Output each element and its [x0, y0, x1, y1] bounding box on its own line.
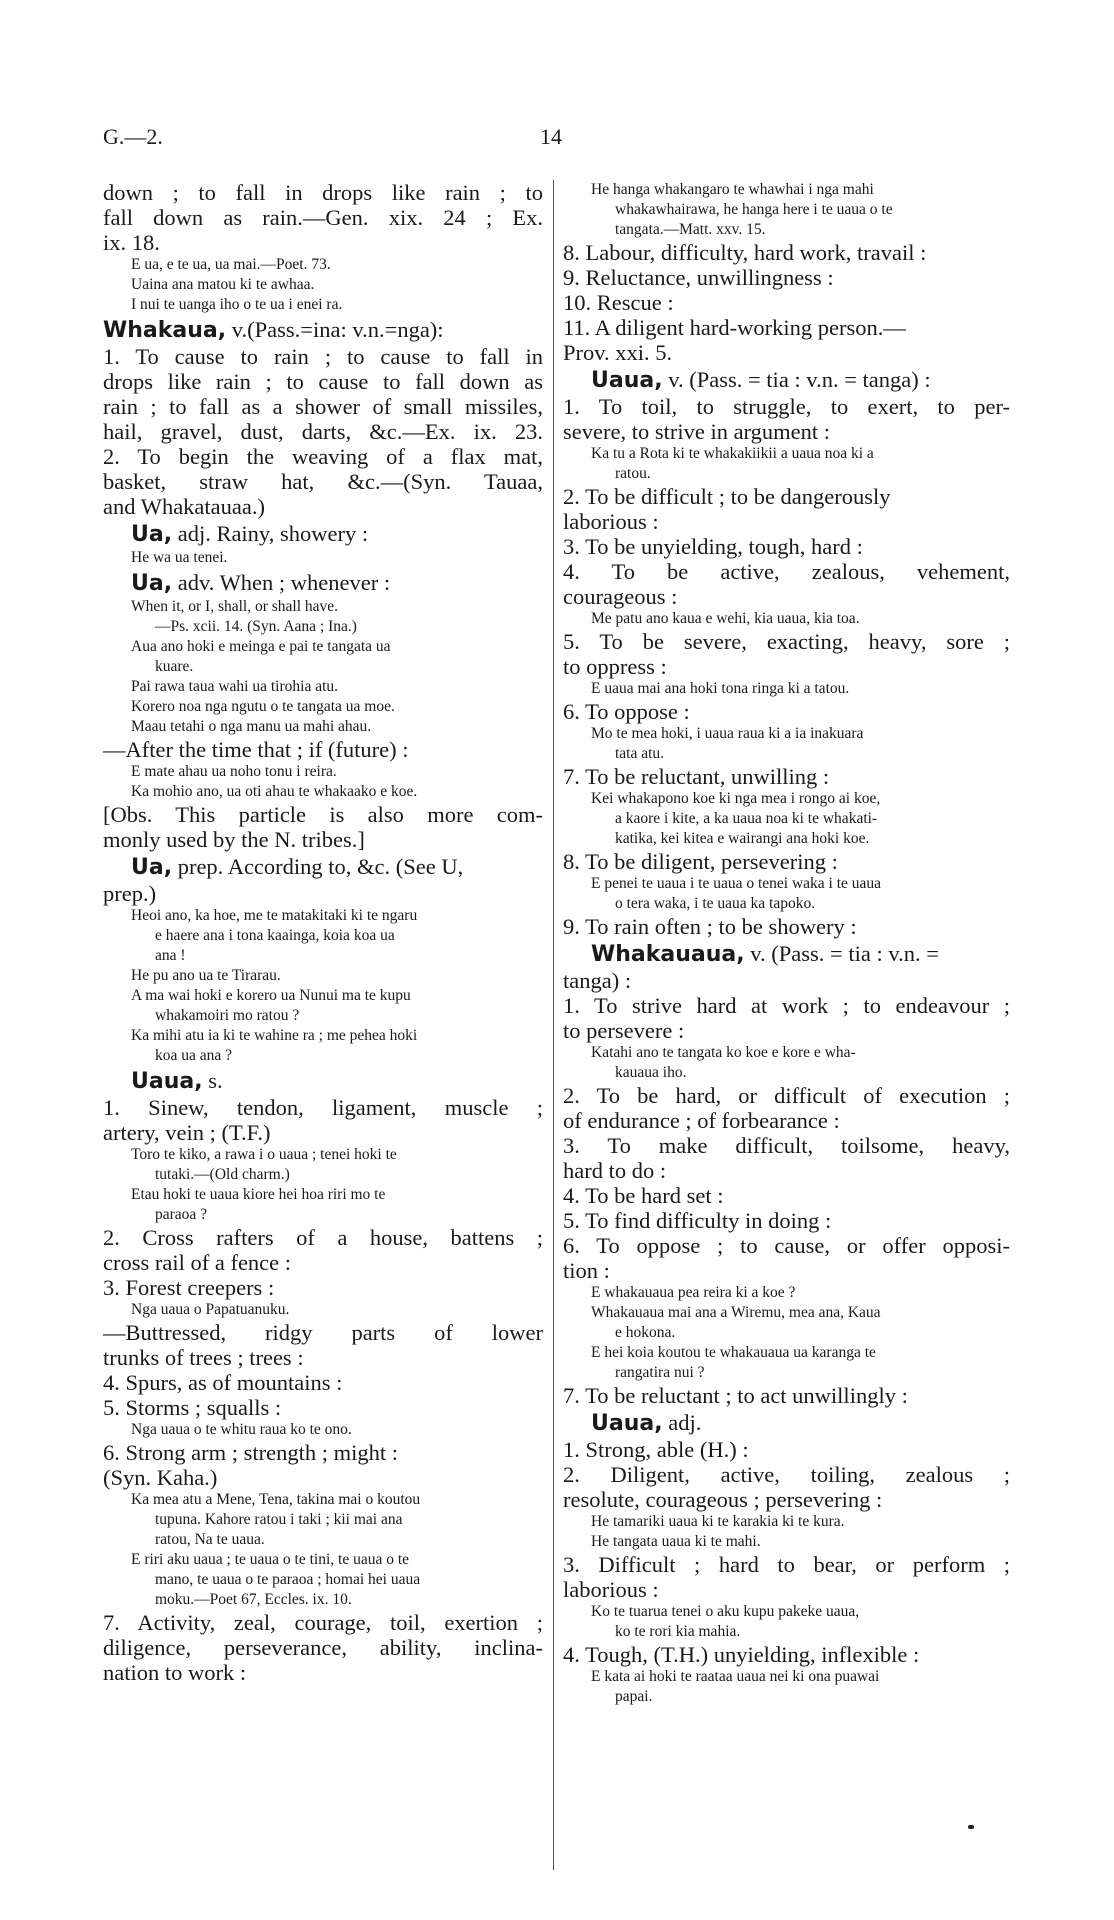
example-line: tupuna. Kahore ratou i taki ; kii mai ana — [155, 1511, 403, 1528]
definition-line: 7. Activity, zeal, courage, toil, exertion ; — [103, 1610, 543, 1635]
definition-line: 3. To be unyielding, tough, hard : — [563, 534, 863, 559]
example-line: Kei whakapono koe ki nga mea i rongo ai koe, — [591, 790, 881, 807]
definition-line: drops like rain ; to cause to fall down as — [103, 369, 543, 394]
definition-line: 3. Forest creepers : — [103, 1275, 275, 1300]
definition-line: hail, gravel, dust, darts, &c.—Ex. ix. 23. — [103, 419, 543, 444]
definition-line: 2. To be hard, or difficult of execution ; — [563, 1083, 1010, 1108]
entry-headword-line — [103, 568, 543, 597]
definition-line: and Whakatauaa.) — [103, 494, 265, 519]
entry-grammar: prep. According to, &c. (See U, — [172, 854, 464, 879]
definition-line: hard to do : — [563, 1158, 667, 1183]
example-line: Ka tu a Rota ki te whakakiikii a uaua noa ki a — [591, 445, 874, 462]
example-line: He tamariki uaua ki te karakia ki te kura. — [591, 1513, 845, 1530]
definition-line: laborious : — [563, 1577, 659, 1602]
example-line: mano, te uaua o te paraoa ; homai hei uaua — [155, 1571, 421, 1588]
definition-line: 5. Storms ; squalls : — [103, 1395, 282, 1420]
example-line: Ka mohio ano, ua oti ahau te whakaako e koe. — [131, 783, 418, 800]
example-line: Whakauaua mai ana a Wiremu, mea ana, Kaua — [591, 1304, 881, 1321]
definition-line: 4. To be hard set : — [563, 1183, 724, 1208]
example-line: a kaore i kite, a ka uaua noa ki te whakati- — [615, 810, 878, 827]
example-line: Nga uaua o Papatuanuku. — [131, 1301, 290, 1318]
definition-line: 1. To strive hard at work ; to endeavour ; — [563, 993, 1010, 1018]
entry-grammar: v. (Pass. = tia : v.n. = tanga) : — [662, 367, 931, 392]
example-line: whakamoiri mo ratou ? — [155, 1007, 300, 1024]
definition-line: 1. Sinew, tendon, ligament, muscle ; — [103, 1095, 543, 1120]
definition-line: trunks of trees ; trees : — [103, 1345, 304, 1370]
definition-line: [Obs. This particle is also more com- — [103, 802, 543, 827]
example-line: He wa ua tenei. — [131, 549, 228, 566]
definition-line: 11. A diligent hard-working person.— — [563, 315, 906, 340]
page-header — [103, 124, 1015, 154]
example-line: kuare. — [155, 658, 194, 675]
example-line: paraoa ? — [155, 1206, 208, 1223]
definition-line: tanga) : — [563, 968, 632, 993]
example-line: Me patu ano kaua e wehi, kia uaua, kia toa. — [591, 610, 860, 627]
definition-line: laborious : — [563, 509, 659, 534]
definition-line: courageous : — [563, 584, 678, 609]
example-line: He hanga whakangaro te whawhai i nga mahi — [591, 181, 874, 198]
example-line: He pu ano ua te Tirarau. — [131, 967, 281, 984]
definition-line: 6. Strong arm ; strength ; might : — [103, 1440, 398, 1465]
headword: Ua, — [131, 855, 173, 880]
headword: Ua, — [131, 522, 173, 547]
example-line: moku.—Poet 67, Eccles. ix. 10. — [155, 1591, 352, 1608]
definition-line: to persevere : — [563, 1018, 685, 1043]
definition-line: nation to work : — [103, 1660, 247, 1685]
example-line: I nui te uanga iho o te ua i enei ra. — [131, 296, 343, 313]
example-line: Aua ano hoki e meinga e pai te tangata ua — [131, 638, 391, 655]
example-line: E ua, e te ua, ua mai.—Poet. 73. — [131, 256, 331, 273]
definition-line: Prov. xxi. 5. — [563, 340, 673, 365]
example-line: papai. — [615, 1688, 653, 1705]
example-line: E hei koia koutou te whakauaua ua karanga te — [591, 1344, 876, 1361]
definition-line: 5. To find difficulty in doing : — [563, 1208, 832, 1233]
example-line: katika, kei kitea e wairangi ana hoki koe. — [615, 830, 870, 847]
example-line: Ka mea atu a Mene, Tena, takina mai o koutou — [131, 1491, 421, 1508]
definition-line: 3. To make difficult, toilsome, heavy, — [563, 1133, 1010, 1158]
example-line: Katahi ano te tangata ko koe e kore e wha- — [591, 1044, 856, 1061]
entry-grammar: adv. When ; whenever : — [172, 570, 391, 595]
definition-line: 7. To be reluctant, unwilling : — [563, 764, 830, 789]
example-line: Ko te tuarua tenei o aku kupu pakeke uaua, — [591, 1603, 860, 1620]
entry-headword-line — [103, 1066, 543, 1095]
definition-line: 1. To toil, to struggle, to exert, to per- — [563, 394, 1010, 419]
page-number: 14 — [540, 124, 562, 149]
headword: Uaua, — [591, 1411, 663, 1436]
definition-line: ix. 18. — [103, 230, 160, 255]
entry-headword-line — [103, 519, 543, 548]
example-line: e haere ana i tona kaainga, koia koa ua — [155, 927, 395, 944]
example-line: ratou. — [615, 465, 651, 482]
ink-mark — [968, 1825, 974, 1829]
entry-headword-line — [103, 852, 543, 881]
example-line: o tera waka, i te uaua ka tapoko. — [615, 895, 816, 912]
headword: Whakauaua, — [591, 942, 745, 967]
example-line: Pai rawa taua wahi ua tirohia atu. — [131, 678, 339, 695]
example-line: Maau tetahi o nga manu ua mahi ahau. — [131, 718, 372, 735]
example-line: tata atu. — [615, 745, 665, 762]
definition-line: 9. To rain often ; to be showery : — [563, 914, 857, 939]
definition-line: basket, straw hat, &c.—(Syn. Tauaa, — [103, 469, 543, 494]
definition-line: 1. Strong, able (H.) : — [563, 1437, 749, 1462]
definition-line: 4. To be active, zealous, vehement, — [563, 559, 1010, 584]
example-line: Heoi ano, ka hoe, me te matakitaki ki te ngaru — [131, 907, 418, 924]
definition-line: diligence, perseverance, ability, inclina- — [103, 1635, 543, 1660]
example-line: Mo te mea hoki, i uaua raua ki a ia inakuara — [591, 725, 864, 742]
example-line: E riri aku uaua ; te uaua o te tini, te uaua o te — [131, 1551, 410, 1568]
example-line: E kata ai hoki te raataa uaua nei ki ona puawai — [591, 1668, 880, 1685]
example-line: E penei te uaua i te uaua o tenei waka i te uaua — [591, 875, 882, 892]
definition-line: 6. To oppose ; to cause, or offer opposi- — [563, 1233, 1010, 1258]
example-line: tangata.—Matt. xxv. 15. — [615, 221, 766, 238]
example-line: ana ! — [155, 947, 186, 964]
definition-line: severe, to strive in argument : — [563, 419, 831, 444]
definition-line: 3. Difficult ; hard to bear, or perform ; — [563, 1552, 1010, 1577]
definition-line: artery, vein ; (T.F.) — [103, 1120, 271, 1145]
entry-headword-line — [563, 1408, 1010, 1437]
definition-line: 1. To cause to rain ; to cause to fall in — [103, 344, 543, 369]
entry-headword-line — [103, 315, 543, 344]
example-line: A ma wai hoki e korero ua Nunui ma te kupu — [131, 987, 411, 1004]
headword: Whakaua, — [103, 318, 227, 343]
definition-line: 6. To oppose : — [563, 699, 690, 724]
definition-line: —After the time that ; if (future) : — [103, 737, 409, 762]
example-line: E uaua mai ana hoki tona ringa ki a tatou. — [591, 680, 850, 697]
example-line: Etau hoki te uaua kiore hei hoa riri mo te — [131, 1186, 386, 1203]
headword: Uaua, — [591, 368, 663, 393]
definition-line: 10. Rescue : — [563, 290, 674, 315]
example-line: Toro te kiko, a rawa i o uaua ; tenei hoki te — [131, 1146, 397, 1163]
example-line: rangatira nui ? — [615, 1364, 705, 1381]
example-line: He tangata uaua ki te mahi. — [591, 1533, 761, 1550]
definition-line: 2. To begin the weaving of a flax mat, — [103, 444, 543, 469]
entry-grammar: adj. — [662, 1410, 702, 1435]
left-column — [103, 180, 543, 1685]
entry-grammar: s. — [202, 1068, 223, 1093]
example-line: Ka mihi atu ia ki te wahine ra ; me pehea hoki — [131, 1027, 418, 1044]
definition-line: 8. To be diligent, persevering : — [563, 849, 838, 874]
definition-line: rain ; to fall as a shower of small missiles, — [103, 394, 543, 419]
definition-line: of endurance ; of forbearance : — [563, 1108, 840, 1133]
definition-line: prep.) — [103, 881, 157, 906]
definition-line: 2. To be difficult ; to be dangerously — [563, 484, 891, 509]
example-line: E mate ahau ua noho tonu i reira. — [131, 763, 337, 780]
definition-line: 8. Labour, difficulty, hard work, travail : — [563, 240, 927, 265]
definition-line: to oppress : — [563, 654, 667, 679]
section-code: G.—2. — [103, 124, 163, 149]
example-line: koa ua ana ? — [155, 1047, 233, 1064]
entry-headword-line — [563, 939, 1010, 968]
definition-line: (Syn. Kaha.) — [103, 1465, 218, 1490]
headword: Uaua, — [131, 1069, 203, 1094]
definition-line: cross rail of a fence : — [103, 1250, 292, 1275]
entry-grammar: adj. Rainy, showery : — [172, 521, 369, 546]
example-line: Uaina ana matou ki te awhaa. — [131, 276, 315, 293]
definition-line: —Buttressed, ridgy parts of lower — [103, 1320, 543, 1345]
definition-line: 9. Reluctance, unwillingness : — [563, 265, 834, 290]
headword: Ua, — [131, 571, 173, 596]
definition-line: 2. Diligent, active, toiling, zealous ; — [563, 1462, 1010, 1487]
example-line: Korero noa nga ngutu o te tangata ua moe. — [131, 698, 395, 715]
example-line: ratou, Na te uaua. — [155, 1531, 265, 1548]
example-line: E whakauaua pea reira ki a koe ? — [591, 1284, 796, 1301]
example-line: —Ps. xcii. 14. (Syn. Aana ; Ina.) — [155, 618, 357, 635]
entry-grammar: v. (Pass. = tia : v.n. = — [744, 941, 939, 966]
definition-line: 2. Cross rafters of a house, battens ; — [103, 1225, 543, 1250]
column-divider — [553, 180, 554, 1870]
example-line: e hokona. — [615, 1324, 676, 1341]
definition-line: monly used by the N. tribes.] — [103, 827, 365, 852]
example-line: When it, or I, shall, or shall have. — [131, 598, 339, 615]
definition-line: resolute, courageous ; persevering : — [563, 1487, 883, 1512]
definition-line: 5. To be severe, exacting, heavy, sore ; — [563, 629, 1010, 654]
example-line: tutaki.—(Old charm.) — [155, 1166, 290, 1183]
definition-line: 7. To be reluctant ; to act unwillingly : — [563, 1383, 908, 1408]
example-line: whakawhairawa, he hanga here i te uaua o te — [615, 201, 893, 218]
entry-headword-line — [563, 365, 1010, 394]
entry-grammar: v.(Pass.=ina: v.n.=nga): — [226, 317, 444, 342]
example-line: kauaua iho. — [615, 1064, 687, 1081]
example-line: ko te rori kia mahia. — [615, 1623, 741, 1640]
definition-line: 4. Spurs, as of mountains : — [103, 1370, 343, 1395]
example-line: Nga uaua o te whitu raua ko te ono. — [131, 1421, 352, 1438]
definition-line: tion : — [563, 1258, 610, 1283]
definition-line: down ; to fall in drops like rain ; to — [103, 180, 543, 205]
definition-line: 4. Tough, (T.H.) unyielding, inflexible : — [563, 1642, 920, 1667]
definition-line: fall down as rain.—Gen. xix. 24 ; Ex. — [103, 205, 543, 230]
right-column — [563, 180, 1010, 1707]
